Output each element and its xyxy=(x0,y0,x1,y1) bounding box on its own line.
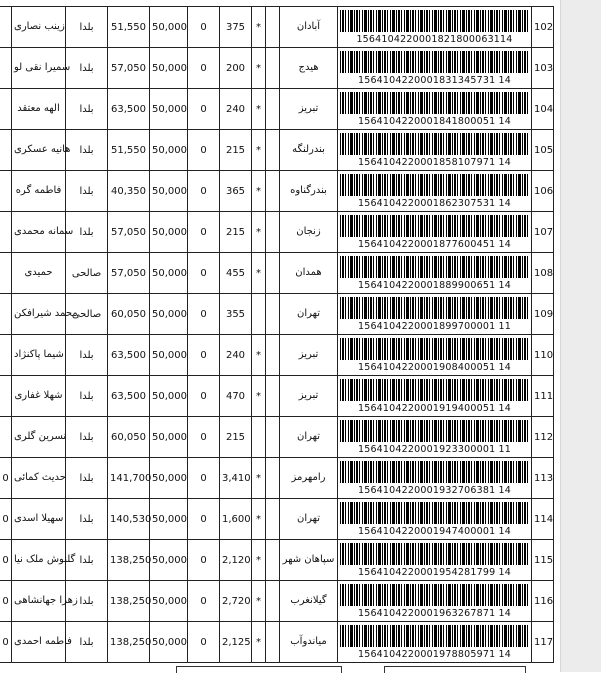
next-table-edge xyxy=(0,666,560,672)
tracking-code: 1564104220001932706381 14 xyxy=(357,484,512,496)
amount-total: 141,700 xyxy=(108,458,150,499)
table-row xyxy=(0,89,554,130)
barcode-graphic xyxy=(340,584,529,606)
tracking-code: 1564104220001862307531 14 xyxy=(357,197,512,209)
city-name: تبریز xyxy=(280,335,338,376)
mark-cell: * xyxy=(252,376,266,417)
tracking-code: 1564104220001831345731 14 xyxy=(357,74,512,86)
blank-cell xyxy=(266,622,280,663)
amount-zero: 0 xyxy=(188,130,220,171)
distance-value: 455 xyxy=(220,253,252,294)
row-index: 106 xyxy=(532,171,554,212)
edge-cell xyxy=(0,253,12,294)
amount-total: 60,050 xyxy=(108,417,150,458)
barcode-cell xyxy=(338,376,532,417)
status-cell: بلدا xyxy=(66,581,108,622)
tracking-code: 1564104220001889900651 14 xyxy=(357,279,512,291)
amount-fee: 50,000 xyxy=(150,130,188,171)
row-index: 110 xyxy=(532,335,554,376)
row-index: 103 xyxy=(532,48,554,89)
edge-cell xyxy=(0,130,12,171)
edge-cell: 0 xyxy=(0,581,12,622)
city-name: تهران xyxy=(280,417,338,458)
mark-cell: * xyxy=(252,171,266,212)
amount-total: 60,050 xyxy=(108,294,150,335)
amount-zero: 0 xyxy=(188,622,220,663)
amount-zero: 0 xyxy=(188,7,220,48)
row-index: 111 xyxy=(532,376,554,417)
amount-zero: 0 xyxy=(188,253,220,294)
table-row xyxy=(0,212,554,253)
status-cell: بلدا xyxy=(66,7,108,48)
recipient-name: سمیرا نقی لو xyxy=(12,48,66,89)
blank-cell xyxy=(266,417,280,458)
barcode-cell xyxy=(338,130,532,171)
distance-value: 240 xyxy=(220,89,252,130)
mark-cell: * xyxy=(252,253,266,294)
mark-cell: * xyxy=(252,458,266,499)
status-cell: صالحی xyxy=(66,294,108,335)
recipient-name: زینب نصاری xyxy=(12,7,66,48)
recipient-name: شیما پاکنژاد xyxy=(12,335,66,376)
mark-cell: * xyxy=(252,499,266,540)
amount-zero: 0 xyxy=(188,581,220,622)
recipient-name: نسرین گلری xyxy=(12,417,66,458)
barcode-cell xyxy=(338,540,532,581)
table-row xyxy=(0,376,554,417)
barcode-graphic xyxy=(340,297,529,319)
city-name: همدان xyxy=(280,253,338,294)
mark-cell: * xyxy=(252,540,266,581)
shipment-table xyxy=(0,6,554,663)
mark-cell xyxy=(252,417,266,458)
barcode-cell xyxy=(338,499,532,540)
barcode-cell xyxy=(338,212,532,253)
status-cell: بلدا xyxy=(66,540,108,581)
barcode-cell xyxy=(338,294,532,335)
city-name: تهران xyxy=(280,499,338,540)
blank-cell xyxy=(266,335,280,376)
recipient-name: حدیث کمائی xyxy=(12,458,66,499)
barcode-graphic xyxy=(340,543,529,565)
amount-total: 57,050 xyxy=(108,48,150,89)
barcode-cell xyxy=(338,7,532,48)
city-name: زنجان xyxy=(280,212,338,253)
blank-cell xyxy=(266,581,280,622)
edge-cell: 0 xyxy=(0,499,12,540)
city-name: تبریز xyxy=(280,89,338,130)
distance-value: 470 xyxy=(220,376,252,417)
barcode-graphic xyxy=(340,51,529,73)
table-row xyxy=(0,622,554,663)
blank-cell xyxy=(266,376,280,417)
blank-cell xyxy=(266,458,280,499)
recipient-name: محمد شیرافکن xyxy=(12,294,66,335)
table-row xyxy=(0,7,554,48)
amount-fee: 50,000 xyxy=(150,253,188,294)
amount-zero: 0 xyxy=(188,171,220,212)
distance-value: 1,600 xyxy=(220,499,252,540)
amount-fee: 50,000 xyxy=(150,540,188,581)
page-margin-strip xyxy=(560,0,601,672)
blank-cell xyxy=(266,540,280,581)
blank-cell xyxy=(266,212,280,253)
amount-total: 51,550 xyxy=(108,130,150,171)
amount-total: 57,050 xyxy=(108,212,150,253)
amount-zero: 0 xyxy=(188,294,220,335)
tracking-code: 1564104220001841800051 14 xyxy=(357,115,512,127)
barcode-graphic xyxy=(340,420,529,442)
distance-value: 375 xyxy=(220,7,252,48)
footer-fragment xyxy=(384,666,526,673)
distance-value: 355 xyxy=(220,294,252,335)
city-name: هیدج xyxy=(280,48,338,89)
mark-cell: * xyxy=(252,89,266,130)
amount-zero: 0 xyxy=(188,499,220,540)
amount-fee: 50,000 xyxy=(150,417,188,458)
edge-cell: 0 xyxy=(0,540,12,581)
edge-cell xyxy=(0,417,12,458)
row-index: 102 xyxy=(532,7,554,48)
row-index: 105 xyxy=(532,130,554,171)
edge-cell: 0 xyxy=(0,622,12,663)
blank-cell xyxy=(266,7,280,48)
barcode-graphic xyxy=(340,133,529,155)
barcode-graphic xyxy=(340,461,529,483)
tracking-code: 1564104220001963267871 14 xyxy=(357,607,512,619)
edge-cell xyxy=(0,7,12,48)
tracking-code: 1564104220001954281799 14 xyxy=(357,566,512,578)
amount-fee: 50,000 xyxy=(150,335,188,376)
distance-value: 2,125 xyxy=(220,622,252,663)
tracking-code: 1564104220001947400001 14 xyxy=(357,525,512,537)
amount-zero: 0 xyxy=(188,376,220,417)
barcode-cell xyxy=(338,458,532,499)
blank-cell xyxy=(266,130,280,171)
row-index: 114 xyxy=(532,499,554,540)
status-cell: بلدا xyxy=(66,335,108,376)
recipient-name: سهیلا اسدی xyxy=(12,499,66,540)
amount-total: 138,250 xyxy=(108,581,150,622)
distance-value: 2,120 xyxy=(220,540,252,581)
amount-total: 57,050 xyxy=(108,253,150,294)
amount-total: 40,350 xyxy=(108,171,150,212)
amount-fee: 50,000 xyxy=(150,499,188,540)
mark-cell: * xyxy=(252,335,266,376)
table-row xyxy=(0,253,554,294)
row-index: 113 xyxy=(532,458,554,499)
barcode-cell xyxy=(338,89,532,130)
mark-cell xyxy=(252,294,266,335)
amount-zero: 0 xyxy=(188,335,220,376)
row-index: 115 xyxy=(532,540,554,581)
amount-fee: 50,000 xyxy=(150,212,188,253)
city-name: تهران xyxy=(280,294,338,335)
city-name: بندرلنگه xyxy=(280,130,338,171)
amount-zero: 0 xyxy=(188,212,220,253)
amount-fee: 50,000 xyxy=(150,89,188,130)
table-row xyxy=(0,130,554,171)
row-index: 108 xyxy=(532,253,554,294)
amount-zero: 0 xyxy=(188,89,220,130)
table-row xyxy=(0,294,554,335)
edge-cell xyxy=(0,48,12,89)
barcode-graphic xyxy=(340,10,529,32)
barcode-graphic xyxy=(340,215,529,237)
barcode-cell xyxy=(338,417,532,458)
amount-fee: 50,000 xyxy=(150,294,188,335)
blank-cell xyxy=(266,171,280,212)
edge-cell: 0 xyxy=(0,458,12,499)
recipient-name: زهرا جهانشاهی xyxy=(12,581,66,622)
recipient-name: حمیدی xyxy=(12,253,66,294)
table-row xyxy=(0,171,554,212)
amount-total: 51,550 xyxy=(108,7,150,48)
city-name: سپاهان شهر xyxy=(280,540,338,581)
mark-cell: * xyxy=(252,622,266,663)
status-cell: صالحی xyxy=(66,253,108,294)
status-cell: بلدا xyxy=(66,417,108,458)
distance-value: 200 xyxy=(220,48,252,89)
recipient-name: فاطمه احمدی xyxy=(12,622,66,663)
amount-fee: 50,000 xyxy=(150,622,188,663)
row-index: 112 xyxy=(532,417,554,458)
recipient-name: گلنوش ملک نیا xyxy=(12,540,66,581)
city-name: تبریز xyxy=(280,376,338,417)
amount-total: 63,500 xyxy=(108,376,150,417)
amount-fee: 50,000 xyxy=(150,376,188,417)
amount-total: 63,500 xyxy=(108,89,150,130)
mark-cell: * xyxy=(252,7,266,48)
distance-value: 215 xyxy=(220,130,252,171)
barcode-cell xyxy=(338,253,532,294)
amount-total: 63,500 xyxy=(108,335,150,376)
barcode-graphic xyxy=(340,502,529,524)
amount-zero: 0 xyxy=(188,417,220,458)
recipient-name: فاطمه گره xyxy=(12,171,66,212)
edge-cell xyxy=(0,294,12,335)
distance-value: 215 xyxy=(220,212,252,253)
tracking-code: 1564104220001858107971 14 xyxy=(357,156,512,168)
footer-fragment xyxy=(176,666,342,673)
amount-zero: 0 xyxy=(188,540,220,581)
barcode-graphic xyxy=(340,174,529,196)
blank-cell xyxy=(266,89,280,130)
amount-total: 138,250 xyxy=(108,622,150,663)
barcode-graphic xyxy=(340,379,529,401)
recipient-name: شهلا غفاری xyxy=(12,376,66,417)
table-row xyxy=(0,335,554,376)
amount-total: 138,250 xyxy=(108,540,150,581)
status-cell: بلدا xyxy=(66,89,108,130)
table-row xyxy=(0,540,554,581)
tracking-code: 1564104220001908400051 14 xyxy=(357,361,512,373)
status-cell: بلدا xyxy=(66,499,108,540)
barcode-graphic xyxy=(340,92,529,114)
distance-value: 3,410 xyxy=(220,458,252,499)
row-index: 109 xyxy=(532,294,554,335)
status-cell: بلدا xyxy=(66,48,108,89)
edge-cell xyxy=(0,89,12,130)
table-row xyxy=(0,417,554,458)
amount-total: 140,530 xyxy=(108,499,150,540)
status-cell: بلدا xyxy=(66,458,108,499)
barcode-cell xyxy=(338,581,532,622)
table-body xyxy=(0,7,554,663)
barcode-cell xyxy=(338,48,532,89)
blank-cell xyxy=(266,253,280,294)
status-cell: بلدا xyxy=(66,212,108,253)
edge-cell xyxy=(0,376,12,417)
barcode-graphic xyxy=(340,338,529,360)
status-cell: بلدا xyxy=(66,376,108,417)
status-cell: بلدا xyxy=(66,622,108,663)
blank-cell xyxy=(266,294,280,335)
city-name: رامهرمز xyxy=(280,458,338,499)
distance-value: 2,720 xyxy=(220,581,252,622)
recipient-name: سمانه محمدی xyxy=(12,212,66,253)
tracking-code: 1564104220001919400051 14 xyxy=(357,402,512,414)
tracking-code: 1564104220001899700001 11 xyxy=(357,320,512,332)
barcode-cell xyxy=(338,171,532,212)
mark-cell: * xyxy=(252,130,266,171)
edge-cell xyxy=(0,171,12,212)
tracking-code: 1564104220001978805971 14 xyxy=(357,648,512,660)
row-index: 116 xyxy=(532,581,554,622)
distance-value: 240 xyxy=(220,335,252,376)
row-index: 107 xyxy=(532,212,554,253)
blank-cell xyxy=(266,48,280,89)
distance-value: 215 xyxy=(220,417,252,458)
amount-fee: 50,000 xyxy=(150,458,188,499)
tracking-code: 1564104220001923300001 11 xyxy=(357,443,512,455)
amount-zero: 0 xyxy=(188,458,220,499)
city-name: میاندوآب xyxy=(280,622,338,663)
table-row xyxy=(0,48,554,89)
recipient-name: الهه معتقد xyxy=(12,89,66,130)
tracking-code: 1564104220001877600451 14 xyxy=(357,238,512,250)
city-name: بندرگناوه xyxy=(280,171,338,212)
barcode-graphic xyxy=(340,625,529,647)
mark-cell: * xyxy=(252,581,266,622)
barcode-cell xyxy=(338,622,532,663)
table-row xyxy=(0,499,554,540)
barcode-cell xyxy=(338,335,532,376)
city-name: گیلانغرب xyxy=(280,581,338,622)
amount-fee: 50,000 xyxy=(150,171,188,212)
blank-cell xyxy=(266,499,280,540)
amount-fee: 50,000 xyxy=(150,48,188,89)
tracking-code: 1564104220001821800063114 xyxy=(356,33,513,45)
status-cell: بلدا xyxy=(66,130,108,171)
mark-cell: * xyxy=(252,212,266,253)
table-row xyxy=(0,581,554,622)
status-cell: بلدا xyxy=(66,171,108,212)
amount-zero: 0 xyxy=(188,48,220,89)
edge-cell xyxy=(0,335,12,376)
row-index: 117 xyxy=(532,622,554,663)
amount-fee: 50,000 xyxy=(150,581,188,622)
edge-cell xyxy=(0,212,12,253)
table-row xyxy=(0,458,554,499)
distance-value: 365 xyxy=(220,171,252,212)
city-name: آبادان xyxy=(280,7,338,48)
row-index: 104 xyxy=(532,89,554,130)
recipient-name: هانیه عسکری xyxy=(12,130,66,171)
mark-cell: * xyxy=(252,48,266,89)
amount-fee: 50,000 xyxy=(150,7,188,48)
barcode-graphic xyxy=(340,256,529,278)
